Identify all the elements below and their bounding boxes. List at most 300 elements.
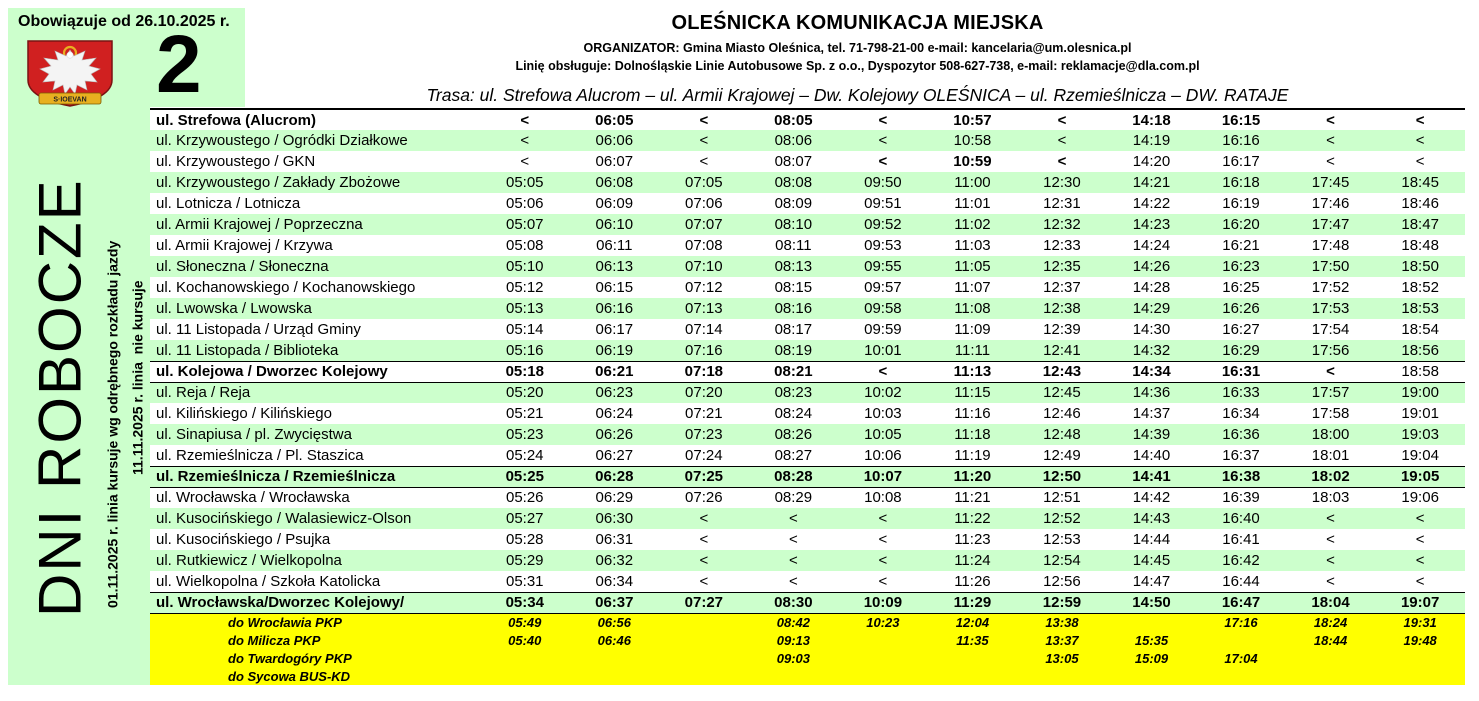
time-cell: 14:22: [1132, 195, 1171, 212]
time-cell: [659, 667, 749, 685]
time-cell: 18:01: [1311, 446, 1350, 464]
time-cell: <: [1326, 552, 1335, 569]
time-cell: 12:38: [1043, 300, 1081, 317]
time-cell: <: [699, 572, 709, 590]
time-cell: 12:37: [1043, 279, 1081, 296]
time-cell: 06:17: [595, 321, 634, 338]
time-cell: 12:49: [1043, 446, 1081, 464]
time-cell: 14:32: [1132, 341, 1171, 359]
time-cell: 12:32: [1043, 216, 1081, 233]
time-cell: 18:24: [1313, 614, 1348, 630]
time-cell: 09:53: [864, 237, 902, 254]
stop-name: ul. 11 Listopada / Biblioteka: [156, 341, 339, 359]
time-cell: 07:23: [685, 426, 723, 443]
connection-row: [150, 631, 1465, 649]
stop-name: ul. Wrocławska / Wrocławska: [156, 489, 350, 507]
time-cell: 08:28: [774, 468, 813, 485]
time-cell: 08:08: [774, 174, 813, 191]
time-cell: 14:44: [1132, 531, 1171, 548]
time-cell: 12:30: [1043, 174, 1081, 191]
time-cell: 17:04: [1224, 650, 1258, 666]
time-cell: 16:26: [1222, 300, 1260, 317]
time-cell: 06:29: [595, 489, 634, 507]
time-cell: 18:47: [1401, 216, 1439, 233]
time-cell: 18:58: [1401, 363, 1439, 380]
time-cell: [838, 631, 928, 649]
time-cell: 08:30: [774, 594, 813, 611]
time-cell: 12:51: [1043, 489, 1081, 507]
stop-name: do Twardogóry PKP: [228, 650, 352, 666]
time-cell: 06:19: [595, 341, 634, 359]
time-cell: 05:13: [505, 300, 544, 317]
time-cell: 10:07: [863, 468, 903, 485]
table-row: [150, 277, 1465, 298]
stop-name: ul. Wrocławska/Dworzec Kolejowy/: [156, 594, 405, 611]
time-cell: 05:26: [505, 489, 544, 507]
time-cell: 15:09: [1134, 650, 1169, 666]
time-cell: 05:05: [505, 174, 544, 191]
time-cell: 17:47: [1311, 216, 1350, 233]
time-cell: [659, 631, 749, 649]
time-cell: 18:02: [1311, 468, 1350, 485]
time-cell: 08:13: [774, 258, 813, 275]
time-cell: 09:55: [864, 258, 902, 275]
stop-name: ul. Kochanowskiego / Kochanowskiego: [156, 279, 416, 296]
table-row: [150, 466, 1465, 487]
time-cell: <: [878, 510, 888, 527]
stop-name: ul. 11 Listopada / Urząd Gminy: [156, 321, 361, 338]
time-cell: <: [699, 552, 709, 569]
table-row: [150, 172, 1465, 193]
table-row: [150, 403, 1465, 424]
time-cell: 06:09: [595, 195, 634, 212]
table-row: [150, 550, 1465, 571]
timetable-body: [150, 109, 1465, 613]
time-cell: 19:06: [1401, 489, 1439, 507]
time-cell: 18:03: [1311, 489, 1350, 507]
time-cell: 11:18: [954, 426, 991, 443]
table-row: [150, 109, 1465, 130]
time-cell: 08:06: [774, 132, 813, 149]
time-cell: <: [788, 572, 798, 590]
time-cell: 17:50: [1311, 258, 1350, 275]
time-cell: 17:54: [1311, 321, 1350, 338]
time-cell: 11:01: [954, 195, 991, 212]
time-cell: <: [878, 111, 888, 129]
time-cell: 18:52: [1401, 279, 1439, 296]
time-cell: [480, 649, 570, 667]
table-row: [150, 445, 1465, 466]
time-cell: 16:17: [1222, 153, 1260, 170]
time-cell: 10:02: [864, 384, 902, 402]
time-cell: [838, 667, 928, 685]
table-row: [150, 214, 1465, 235]
time-cell: 18:54: [1401, 321, 1439, 338]
time-cell: <: [699, 132, 709, 149]
time-cell: <: [788, 510, 798, 527]
time-cell: 09:58: [864, 300, 902, 317]
time-cell: 07:14: [685, 321, 723, 338]
time-cell: 17:58: [1311, 405, 1350, 422]
time-cell: 11:09: [954, 321, 991, 338]
time-cell: 12:48: [1043, 426, 1081, 443]
time-cell: 05:23: [505, 426, 544, 443]
time-cell: [928, 649, 1018, 667]
time-cell: 08:07: [774, 153, 813, 170]
time-cell: 08:19: [774, 341, 813, 359]
stop-name: ul. Reja / Reja: [156, 384, 251, 402]
time-cell: 19:48: [1403, 632, 1437, 648]
stop-name: ul. Armii Krajowej / Poprzeczna: [156, 216, 363, 233]
stop-name: do Milicza PKP: [228, 632, 321, 648]
time-cell: 14:30: [1132, 321, 1171, 338]
time-cell: 05:40: [508, 632, 542, 648]
time-cell: 17:53: [1311, 300, 1350, 317]
time-cell: 17:46: [1311, 195, 1350, 212]
time-cell: 18:44: [1313, 632, 1348, 648]
time-cell: 16:21: [1222, 237, 1260, 254]
time-cell: [749, 667, 839, 685]
time-cell: 18:53: [1401, 300, 1439, 317]
stop-name: ul. Kusocińskiego / Walasiewicz-Olson: [156, 510, 412, 527]
time-cell: 12:56: [1043, 572, 1081, 590]
time-cell: 05:28: [505, 531, 544, 548]
time-cell: 14:34: [1132, 363, 1171, 380]
time-cell: 19:31: [1403, 614, 1437, 630]
time-cell: 12:39: [1043, 321, 1081, 338]
time-cell: 05:07: [505, 216, 544, 233]
time-cell: 07:25: [684, 468, 724, 485]
time-cell: 11:19: [954, 446, 991, 464]
time-cell: [928, 667, 1018, 685]
time-cell: 18:46: [1401, 195, 1439, 212]
time-cell: 16:42: [1222, 552, 1260, 569]
time-cell: 13:05: [1045, 650, 1079, 666]
stop-name: ul. Sinapiusa / pl. Zwycięstwa: [156, 426, 352, 443]
time-cell: 11:07: [954, 279, 991, 296]
table-row: [150, 130, 1465, 151]
table-row: [150, 424, 1465, 445]
stop-name: ul. Krzywoustego / GKN: [156, 153, 316, 170]
time-cell: <: [1415, 111, 1425, 129]
table-row: [150, 592, 1465, 613]
time-cell: 07:05: [685, 174, 723, 191]
time-cell: 10:01: [864, 341, 902, 359]
time-cell: <: [699, 111, 709, 129]
time-cell: 13:38: [1045, 614, 1079, 630]
time-cell: [838, 649, 928, 667]
time-cell: 05:08: [505, 237, 544, 254]
time-cell: 14:18: [1132, 111, 1171, 129]
time-cell: <: [520, 111, 530, 129]
sidebar-note-1: 01.11.2025 r. linia kursuje wg odrębnego rozkładu jazdy: [104, 240, 121, 608]
stop-name: do Sycowa BUS-KD: [228, 668, 351, 684]
time-cell: 12:46: [1043, 405, 1081, 422]
time-cell: 11:21: [954, 489, 991, 507]
connection-row: [150, 667, 1465, 685]
time-cell: 09:57: [864, 279, 902, 296]
time-cell: <: [699, 531, 709, 548]
time-cell: 10:05: [864, 426, 902, 443]
time-cell: <: [1326, 531, 1335, 548]
time-cell: 11:20: [953, 468, 992, 485]
time-cell: 18:48: [1401, 237, 1439, 254]
time-cell: 19:07: [1400, 594, 1440, 611]
time-cell: 07:06: [685, 195, 723, 212]
time-cell: 06:11: [596, 237, 633, 254]
time-cell: 18:04: [1311, 594, 1350, 611]
time-cell: 11:16: [954, 405, 991, 422]
time-cell: 07:12: [685, 279, 723, 296]
time-cell: 07:16: [685, 341, 723, 359]
time-cell: 11:00: [954, 174, 991, 191]
time-cell: 05:49: [508, 614, 542, 630]
time-cell: 12:35: [1043, 258, 1081, 275]
time-cell: 10:59: [953, 153, 992, 170]
table-row: [150, 382, 1465, 403]
time-cell: 07:27: [684, 594, 724, 611]
time-cell: 14:45: [1132, 552, 1171, 569]
time-cell: [1107, 613, 1197, 631]
time-cell: 18:00: [1311, 426, 1350, 443]
time-cell: <: [1326, 572, 1335, 590]
table-row: [150, 151, 1465, 172]
time-cell: 12:31: [1043, 195, 1081, 212]
time-cell: 12:50: [1042, 468, 1082, 485]
time-cell: 11:13: [953, 363, 992, 380]
time-cell: 14:50: [1132, 594, 1171, 611]
effective-date: Obowiązuje od 26.10.2025 r.: [18, 13, 230, 30]
time-cell: 11:22: [954, 510, 991, 527]
time-cell: <: [878, 531, 888, 548]
stop-name: ul. Wielkopolna / Szkoła Katolicka: [156, 572, 381, 590]
time-cell: 06:06: [595, 132, 634, 149]
time-cell: 08:23: [774, 384, 813, 402]
time-cell: 14:40: [1132, 446, 1171, 464]
time-cell: 16:37: [1222, 446, 1260, 464]
time-cell: 12:41: [1043, 341, 1081, 359]
time-cell: <: [1415, 510, 1425, 527]
stop-name: ul. Rzemieślnicza / Pl. Staszica: [156, 446, 364, 464]
time-cell: 11:11: [954, 341, 991, 359]
stop-name: ul. Kilińskiego / Kilińskiego: [156, 405, 332, 422]
time-cell: [1286, 667, 1376, 685]
time-cell: <: [1415, 531, 1425, 548]
time-cell: 18:50: [1401, 258, 1439, 275]
time-cell: 16:19: [1222, 195, 1260, 212]
time-cell: 11:02: [954, 216, 991, 233]
olesnica-coat-of-arms-icon: [24, 40, 116, 113]
time-cell: 08:26: [774, 426, 813, 443]
time-cell: 14:36: [1132, 384, 1171, 402]
line-number: 2: [156, 19, 202, 110]
time-cell: 05:31: [505, 572, 544, 590]
time-cell: 14:26: [1132, 258, 1171, 275]
time-cell: 08:29: [774, 489, 813, 507]
time-cell: <: [1415, 153, 1425, 170]
time-cell: 16:27: [1222, 321, 1260, 338]
time-cell: 06:08: [595, 174, 634, 191]
time-cell: <: [788, 531, 798, 548]
time-cell: 10:23: [866, 614, 900, 630]
time-cell: 17:45: [1311, 174, 1350, 191]
time-cell: 07:10: [685, 258, 723, 275]
time-cell: <: [1415, 132, 1425, 149]
time-cell: 08:27: [774, 446, 813, 464]
time-cell: 09:51: [864, 195, 902, 212]
time-cell: 19:03: [1401, 426, 1439, 443]
time-cell: 08:15: [774, 279, 813, 296]
svg-text:S·IOEVAN: S·IOEVAN: [53, 96, 87, 104]
time-cell: <: [520, 132, 530, 149]
time-cell: 06:07: [595, 153, 634, 170]
time-cell: <: [1057, 153, 1067, 170]
time-cell: 14:21: [1132, 174, 1171, 191]
time-cell: <: [788, 552, 798, 569]
time-cell: 06:46: [597, 632, 631, 648]
time-cell: 17:52: [1311, 279, 1350, 296]
time-cell: [659, 649, 749, 667]
timetable-table: [150, 108, 1465, 685]
time-cell: 05:06: [505, 195, 544, 212]
time-cell: 11:29: [953, 594, 992, 611]
time-cell: 16:39: [1222, 489, 1260, 507]
table-row: [150, 529, 1465, 550]
time-cell: 06:15: [595, 279, 634, 296]
time-cell: 06:34: [595, 572, 634, 590]
time-cell: <: [878, 363, 888, 380]
stop-name: ul. Kusocińskiego / Psujka: [156, 531, 331, 548]
time-cell: 09:13: [776, 632, 810, 648]
time-cell: 12:43: [1042, 363, 1082, 380]
time-cell: 08:24: [774, 405, 813, 422]
time-cell: 14:23: [1132, 216, 1171, 233]
operator-line: Linię obsługuje: Dolnośląskie Linie Autobusowe Sp. z o.o., Dyspozytor 508-627-738, e-mail: reklamacje@dla.com.pl: [515, 59, 1200, 73]
time-cell: 14:29: [1132, 300, 1171, 317]
time-cell: 19:01: [1401, 405, 1439, 422]
time-cell: 16:29: [1222, 341, 1260, 359]
time-cell: 16:40: [1222, 510, 1260, 527]
time-cell: 11:15: [954, 384, 991, 402]
time-cell: 05:16: [505, 341, 544, 359]
time-cell: <: [699, 510, 709, 527]
table-row: [150, 256, 1465, 277]
time-cell: 05:29: [505, 552, 544, 569]
time-cell: 08:21: [774, 363, 813, 380]
time-cell: 06:32: [595, 552, 634, 569]
time-cell: 12:53: [1043, 531, 1081, 548]
time-cell: 05:21: [505, 405, 544, 422]
time-cell: 08:17: [774, 321, 813, 338]
time-cell: 07:18: [684, 363, 724, 380]
time-cell: 06:16: [595, 300, 634, 317]
time-cell: <: [1326, 111, 1335, 129]
time-cell: 06:28: [595, 468, 634, 485]
line-badge: [8, 8, 245, 110]
time-cell: <: [1057, 132, 1067, 149]
time-cell: 07:26: [685, 489, 723, 507]
time-cell: 16:33: [1222, 384, 1260, 402]
time-cell: 06:21: [595, 363, 634, 380]
time-cell: 16:31: [1221, 363, 1261, 380]
table-row: [150, 487, 1465, 508]
time-cell: <: [1326, 510, 1335, 527]
stop-name: ul. Strefowa (Alucrom): [156, 111, 317, 129]
time-cell: 14:37: [1132, 405, 1171, 422]
time-cell: 16:20: [1222, 216, 1260, 233]
time-cell: 07:24: [685, 446, 723, 464]
time-cell: [1196, 631, 1286, 649]
time-cell: 08:16: [774, 300, 813, 317]
time-cell: 10:08: [864, 489, 902, 507]
time-cell: 18:56: [1401, 341, 1439, 359]
time-cell: [1286, 649, 1376, 667]
time-cell: 12:04: [955, 614, 990, 630]
time-cell: <: [699, 153, 709, 170]
time-cell: [1017, 667, 1107, 685]
time-cell: 11:23: [954, 531, 991, 548]
time-cell: 13:37: [1045, 632, 1079, 648]
time-cell: [1375, 649, 1465, 667]
time-cell: 06:27: [595, 446, 634, 464]
time-cell: <: [1326, 363, 1335, 380]
time-cell: 08:11: [775, 237, 812, 254]
table-row: [150, 235, 1465, 256]
time-cell: [570, 667, 660, 685]
time-cell: 06:31: [595, 531, 634, 548]
time-cell: 05:20: [505, 384, 544, 402]
time-cell: 05:25: [505, 468, 544, 485]
stop-name: ul. Armii Krajowej / Krzywa: [156, 237, 333, 254]
time-cell: 06:37: [595, 594, 634, 611]
time-cell: 05:18: [505, 363, 544, 380]
time-cell: 12:45: [1043, 384, 1081, 402]
stop-name: ul. Rzemieślnicza / Rzemieślnicza: [156, 468, 396, 485]
time-cell: 11:24: [954, 552, 991, 569]
time-cell: 05:10: [505, 258, 544, 275]
time-cell: 17:56: [1311, 341, 1350, 359]
time-cell: 08:09: [774, 195, 813, 212]
time-cell: 10:03: [864, 405, 902, 422]
time-cell: 14:20: [1132, 153, 1171, 170]
page-title: OLEŚNICKA KOMUNIKACJA MIEJSKA: [671, 12, 1044, 34]
timetable: [150, 108, 1465, 685]
time-cell: 14:43: [1132, 510, 1171, 527]
time-cell: 17:16: [1224, 614, 1258, 630]
time-cell: 18:45: [1401, 174, 1439, 191]
time-cell: 19:05: [1400, 468, 1440, 485]
time-cell: 16:36: [1222, 426, 1260, 443]
time-cell: 14:42: [1132, 489, 1171, 507]
time-cell: 06:10: [595, 216, 634, 233]
time-cell: <: [1326, 132, 1335, 149]
time-cell: <: [1415, 572, 1425, 590]
time-cell: 06:05: [595, 111, 634, 129]
time-cell: 05:14: [505, 321, 544, 338]
time-cell: <: [878, 552, 888, 569]
time-cell: [659, 613, 749, 631]
header-block: [250, 12, 1465, 106]
stop-name: ul. Lotnicza / Lotnicza: [156, 195, 301, 212]
time-cell: 09:52: [864, 216, 902, 233]
time-cell: 12:33: [1043, 237, 1081, 254]
time-cell: [1196, 667, 1286, 685]
connection-row: [150, 613, 1465, 631]
time-cell: 17:57: [1311, 384, 1350, 402]
time-cell: 06:23: [595, 384, 634, 402]
organizer-line: ORGANIZATOR: Gmina Miasto Oleśnica, tel. 71-798-21-00 e-mail: kancelaria@um.olesnica.pl: [583, 41, 1132, 55]
time-cell: 16:41: [1222, 531, 1260, 548]
